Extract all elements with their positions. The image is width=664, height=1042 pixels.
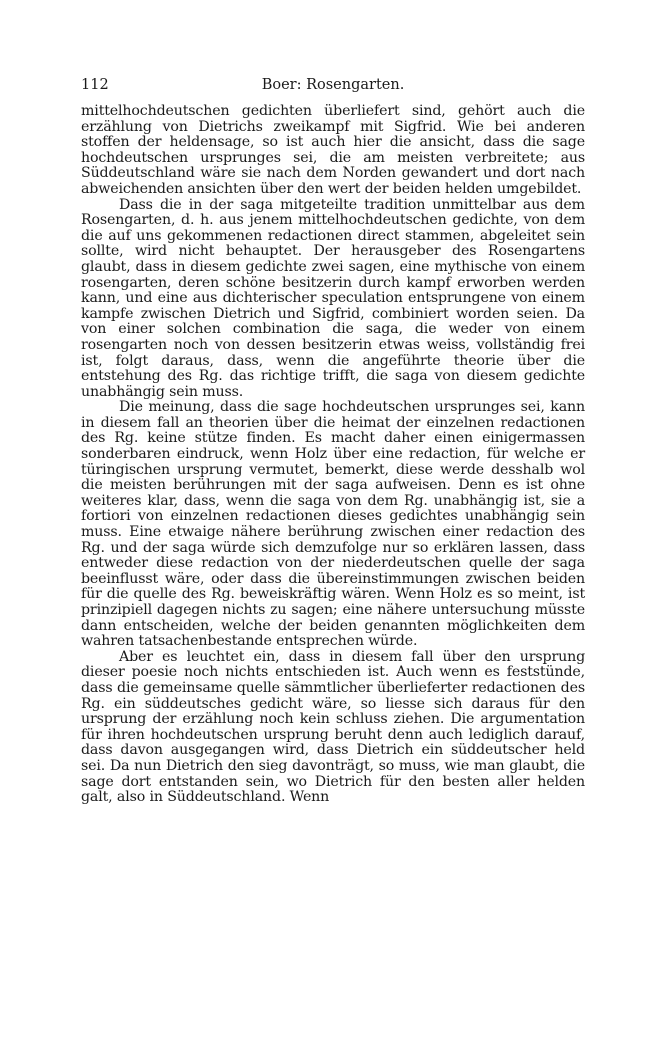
body-text: [81, 104, 585, 806]
page-header: [81, 77, 585, 97]
paragraph: Die meinung, dass die sage hochdeutschen ursprunges sei, kann in diesem fall an theorien über die heimat der einzelnen redactionen des Rg. keine stütze finden. Es macht daher einen einigermassen sonderbaren eindruck, wenn Holz über eine redaction, für welche er türingischen ursprung vermutet, bemerkt, diese werde desshalb wol die meisten berührungen mit der saga aufweisen. Denn es ist ohne weiteres klar, dass, wenn die saga von dem Rg. unabhängig ist, sie a fortiori von einzelnen redactionen dieses gedichtes unabhängig sein muss. Eine etwaige nähere berührung zwischen einer redaction des Rg. und der saga würde sich demzufolge nur so erklären lassen, dass entweder diese redaction von der niederdeutschen quelle der saga beeinflusst wäre, oder dass die übereinstimmungen zwischen beiden für die quelle des Rg. beweiskräftig wären. Wenn Holz es so meint, ist prinzipiell dagegen nichts zu sagen; eine nähere untersuchung müsste dann entscheiden, welche der beiden genannten möglichkeiten dem wahren tatsachenbestande entsprechen würde.: [81, 399, 585, 650]
page-number: 112: [81, 77, 109, 93]
paragraph: Aber es leuchtet ein, dass in diesem fall über den ursprung dieser poesie noch nichts entschieden ist. Auch wenn es feststünde, dass die gemeinsame quelle sämmtlicher überlieferter redactionen des Rg. ein süddeutsches gedicht wäre, so liesse sich daraus für den ursprung der erzählung noch kein schluss ziehen. Die argumentation für ihren hochdeutschen ursprung beruht denn auch lediglich darauf, dass davon ausgegangen wird, dass Dietrich ein süddeutscher held sei. Da nun Dietrich den sieg davonträgt, so muss, wie man glaubt, die sage dort entstanden sein, wo Dietrich für den besten aller helden galt, also in Süddeutschland. Wenn: [81, 648, 585, 806]
paragraph: Dass die in der saga mitgeteilte tradition unmittelbar aus dem Rosengarten, d. h. aus jenem mittelhochdeutschen gedichte, von dem die auf uns gekommenen redactionen direct stammen, abgeleitet sein sollte, wird nicht behauptet. Der herausgeber des Rosengartens glaubt, dass in diesem gedichte zwei sagen, eine mythische von einem rosengarten, deren schöne besitzerin durch kampf erworben werden kann, und eine aus dichterischer speculation entsprungene von einem kampfe zwischen Dietrich und Sigfrid, combiniert worden seien. Da von einer solchen combination die saga, die weder von einem rosengarten noch von dessen besitzerin etwas weiss, vollständig frei ist, folgt daraus, dass, wenn die angeführte theorie über die entstehung des Rg. das richtige trifft, die saga von diesem gedichte unabhängig sein muss.: [81, 196, 585, 400]
running-title: Boer: Rosengarten.: [261, 77, 405, 93]
paragraph-continued: mittelhochdeutschen gedichten überliefert sind, gehört auch die erzählung von Dietrichs zweikampf mit Sigfrid. Wie bei anderen stoffen der heldensage, so ist auch hier die ansicht, dass die sage hochdeutschen ursprunges sei, die am meisten verbreitete; aus Süddeutschland wäre sie nach dem Norden gewandert und dort nach abweichenden ansichten über den wert der beiden helden umgebildet.: [81, 103, 585, 197]
